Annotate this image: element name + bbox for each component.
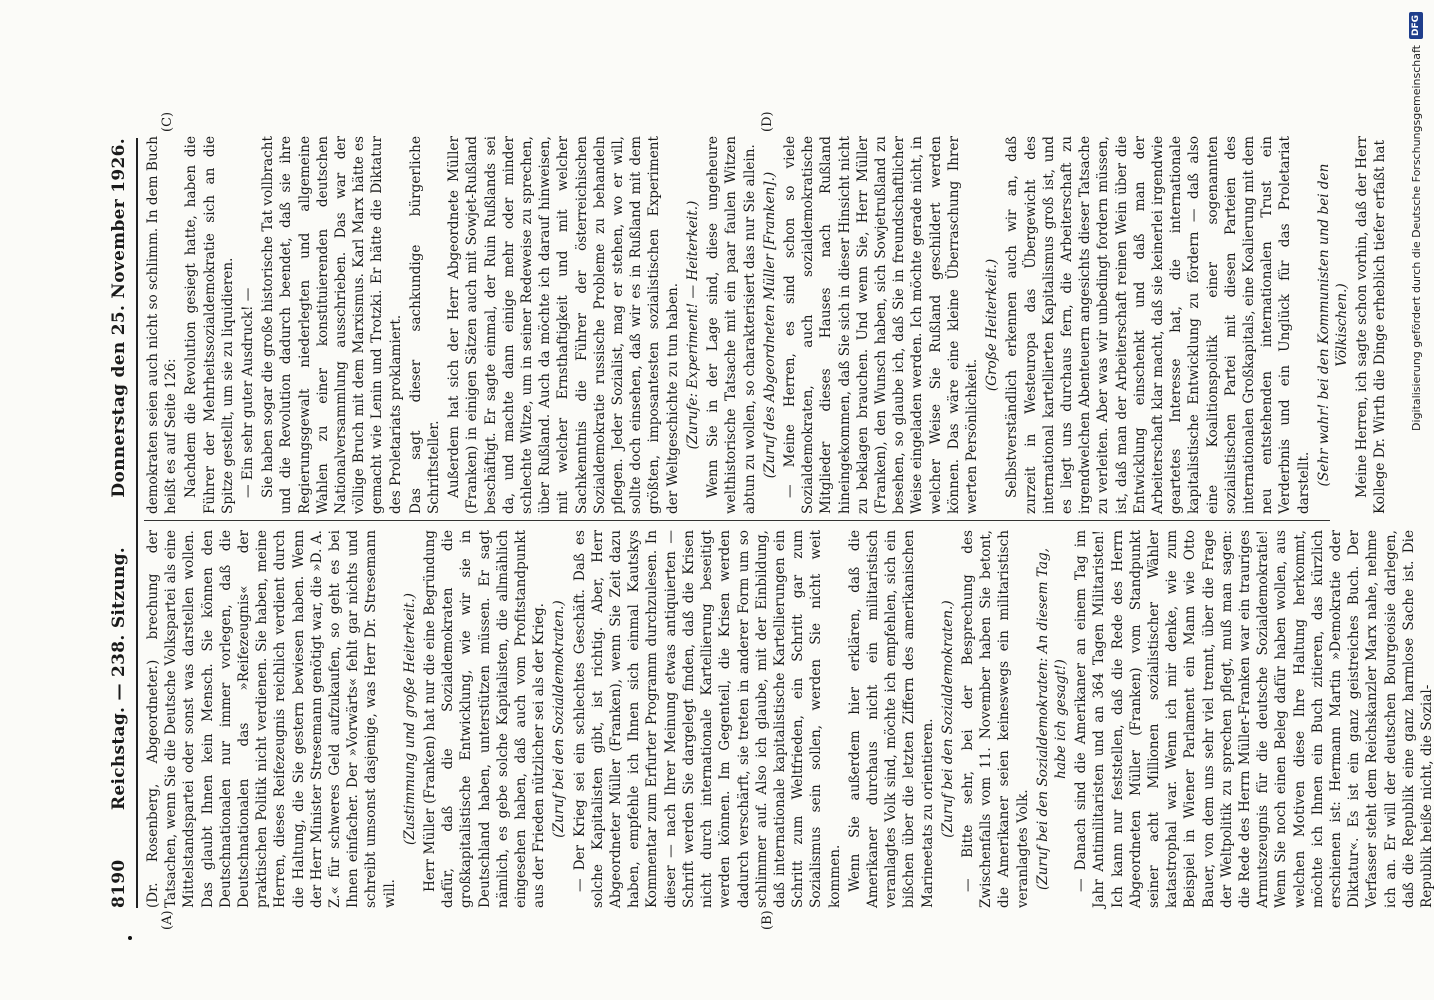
page-header [104, 138, 134, 908]
paragraph: Das sagt dieser sachkundige bürgerliche Schriftsteller. [407, 136, 443, 514]
paragraph: (Zuruf des Abgeordneten Müller [Franken].) [761, 171, 778, 479]
text-column-left [144, 530, 1436, 908]
header-date: Donnerstag den 25. November 1926. [109, 138, 129, 498]
paragraph: Wenn Sie außerdem hier erklären, daß die Amerikaner durchaus nicht ein militaristisch veranlagtes Volk sind, möchte ich empfehlen, sich ein bißchen über die letzten Ziffern des amerikanischen Marineetats zu orientieren. [846, 530, 936, 908]
paragraph: Außerdem hat sich der Herr Abgeordnete Müller (Franken) in einigen Sätzen auch mit Sowjet-Rußland beschäftigt. Er sagte einmal, der Ruin Rußlands sei da, und machte dann einige mehr oder minder schlechte Witze, um in seiner Redeweise zu sprechen, über Rußland. Auch da möchte ich darauf hinweisen, mit welcher Ernsthaftigkeit und mit welcher Sachkenntnis die Führer der österreichischen Sozialdemokratie russische Probleme zu behandeln pflegen. Jeder Sozialist, mag er stehen, wo er will, sollte doch einsehen, daß wir es in Rußland mit dem größten, imposantesten sozialistischen Experiment der Weltgeschichte zu tun haben. [446, 136, 681, 514]
dfg-logo: DFG [1409, 12, 1423, 39]
paragraph: (Zustimmung und große Heiterkeit.) [401, 593, 418, 845]
header-rule [136, 138, 138, 908]
paragraph: Selbstverständlich erkennen auch wir an, daß zurzeit in Westeuropa das Übergewicht des international kartellierten Kapitalismus groß ist, und es liegt uns durchaus fern, die Arbeiterschaft zu irgendwelchen Abenteuern angesichts dieser Tatsache zu verleiten. Aber was wir unbedingt fordern müssen, ist, daß man der Arbeiterschaft reinen Wein über die Entwicklung einschenkt und daß man der Arbeiterschaft klar macht, daß sie keinerlei irgendwie geartetes Interesse hat, die internationale kapitalistische Entwicklung zu fördern — daß also eine Koalitionspolitik einer sogenannten sozialistischen Partei mit diesen Parteien des internationalen Großkapitals, eine Koalierung mit dem neu entstehenden internationalen Trust ein Verderbnis und ein Unglück für das Proletariat darstellt. [1004, 136, 1312, 514]
paragraph: Meine Herren, ich sagte schon vorhin, daß der Herr Kollege Dr. Wirth die Dinge erheblich tiefer erfaßt hat [1354, 136, 1389, 514]
paragraph: Herr Müller (Franken) hat nur die eine Begründung dafür, daß die Sozialdemokraten die großkapitalistische Entwicklung, wie wir sie in Deutschland haben, unterstützen müssen. Er sagt nämlich, es gebe solche Kapitalisten, die allmählich eingesehen haben, daß auch vom Profitstandpunkt aus der Frieden nützlicher sei als der Krieg. [422, 530, 548, 908]
column-divider [144, 520, 1330, 521]
paragraph: — Bitte sehr, bei der Besprechung des Zwischenfalls vom 11. November haben Sie betont, die Amerikaner seien keineswegs ein militaristisch veranlagtes Volk. [959, 530, 1031, 908]
margin-mark-a: (A) [160, 910, 175, 930]
paragraph: (Dr. Rosenberg, Abgeordneter.) brechung der Tatsachen, wenn Sie die Deutsche Volkspartei als eine Mittelstandspartei oder sonst was darstellen wollen. Das glaubt Ihnen kein Mensch. Sie können den Deutschnationalen nur immer vorlegen, daß die Deutschnationalen das »Reifezeugnis« der praktischen Politik nicht verdienen. Sie haben, meine Herren, dieses Reifezeugnis reichlich verdient durch die Haltung, die Sie gestern bewiesen haben. Wenn der Herr Minister Stresemann genötigt war, die »D. A. Z.« für schweres Geld aufzukaufen, so geht es bei Ihnen einfacher. Der »Vorwärts« fehlt gar nichts und schreibt umsonst dasjenige, was Herr Dr. Stresemann will. [145, 530, 398, 908]
paragraph: — Meine Herren, es sind schon so viele Sozialdemokraten, auch sozialdemokratische Mitglieder dieses Hauses nach Rußland hineingekommen, daß Sie sich in dieser Hinsicht nicht zu beklagen brauchen. Und wenn Sie, Herr Müller (Franken), den Wunsch haben, sich Sowjetrußland zu besehen, so glaube ich, daß Sie in freundschaftlicher Weise eingeladen werden. Ich möchte gerade nicht, in welcher Weise Sie Rußland geschildert werden können. Das wäre eine kleine Überraschung Ihrer werten Persönlichkeit. [781, 136, 980, 514]
paragraph: (Zuruf bei den Sozialdemokraten: An diesem Tag, habe ich gesagt!) [1034, 548, 1069, 890]
paragraph: — Ein sehr guter Ausdruck! — [240, 287, 257, 498]
footer-text: Digitalisierung gefördert durch die Deutsche Forschungsgemeinschaft [1409, 45, 1423, 431]
margin-mark-c: (C) [160, 111, 175, 132]
header-assembly: Reichstag. — 238. Sitzung. [109, 546, 129, 811]
text-column-right [144, 136, 1389, 514]
scan-speck [128, 936, 132, 940]
paragraph: (Sehr wahr! bei den Kommunisten und bei den Völkischen.) [1315, 163, 1350, 487]
paragraph: Sie haben sogar die große historische Tat vollbracht und die Revolution dadurch beendet, daß sie ihre Regierungsgewalt niederlegten und allgemeine Wahlen zu einer konstituierenden deutschen Nationalversammlung ausschrieben. Das war der völlige Bruch mit dem Marxismus. Karl Marx hätte es gemacht wie Lenin und Trotzki. Er hätte die Diktatur des Proletariats proklamiert. [260, 136, 404, 514]
paragraph: (Zuruf bei den Sozialdemokraten.) [551, 600, 568, 838]
margin-mark-d: (D) [760, 111, 775, 132]
digitization-footer [1398, 0, 1434, 1000]
paragraph: Nachdem die Revolution gesiegt hatte, haben die Führer der Mehrheitssozialdemokratie sich an die Spitze gestellt, um sie zu liquidieren. [183, 136, 236, 514]
paragraph: Wenn Sie in der Lage sind, diese ungeheure welthistorische Tatsache mit ein paar faulen Witzen abtun zu wollen, so charakterisiert das nur Sie allein. [705, 136, 758, 514]
paragraph: demokraten seien auch nicht so schlimm. In dem Buch heißt es auf Seite 126: [145, 136, 180, 514]
margin-mark-b: (B) [760, 910, 775, 930]
paragraph: — Der Krieg sei ein schlechtes Geschäft. Daß es solche Kapitalisten gibt, ist richtig. Aber, Herr Abgeordneter Müller (Franken), wenn Sie Zeit dazu haben, empfehle ich Ihnen sich einmal Kautskys Kommentar zum Erfurter Programm durchzulesen. In dieser — nach Ihrer Meinung etwas antiquierten — Schrift werden Sie dargelegt finden, daß die Krisen nicht durch internationale Kartellierung beseitigt werden können. Im Gegenteil, die Krisen werden dadurch verschärft, sie treten in anderer Form um so schlimmer auf. Also ich glaube, mit der Einbildung, daß internationale kapitalistische Kartellierungen ein Schritt zum Weltfrieden, ein Schritt gar zum Sozialismus sein sollen, werden Sie nicht weit kommen. [571, 530, 843, 908]
paragraph: (Zuruf bei den Sozialdemokraten.) [939, 600, 956, 838]
paragraph: (Zurufe: Experiment! — Heiterkeit.) [684, 200, 701, 450]
paragraph: — Danach sind die Amerikaner an einem Tag im Jahr Antimilitaristen und an 364 Tagen Militaristen! Ich kann nur feststellen, daß die Rede des Herrn Abgeordneten Müller (Franken) vom Standpunkt seiner acht Millionen sozialistischer Wähler katastrophal war. Wenn ich mir denke, wie zum Beispiel in Wiener Parlament ein Mann wie Otto Bauer, von dem uns sehr viel trennt, über die Frage der Weltpolitik zu sprechen pflegt, muß man sagen: die Rede des Herrn Müller-Franken war ein trauriges Armutszeugnis für die deutsche Sozialdemokratie! Wenn Sie noch einen Beleg dafür haben wollen, aus welchen Motiven diese Ihre Haltung herkommt, möchte ich Ihnen ein Buch zitieren, das kürzlich erschienen ist: Hermann Martin »Demokratie oder Diktatur«. Es ist ein ganz geistreiches Buch. Der Verfasser steht dem Reichskanzler Marx nahe, nehme ich an. Er will der deutschen Bourgeoisie darlegen, daß die Republik eine ganz harmlose Sache ist. Die Republik heiße nicht, die Sozial- [1073, 530, 1436, 908]
paragraph: (Große Heiterkeit.) [984, 258, 1001, 392]
page-number: 8190 [109, 859, 129, 908]
